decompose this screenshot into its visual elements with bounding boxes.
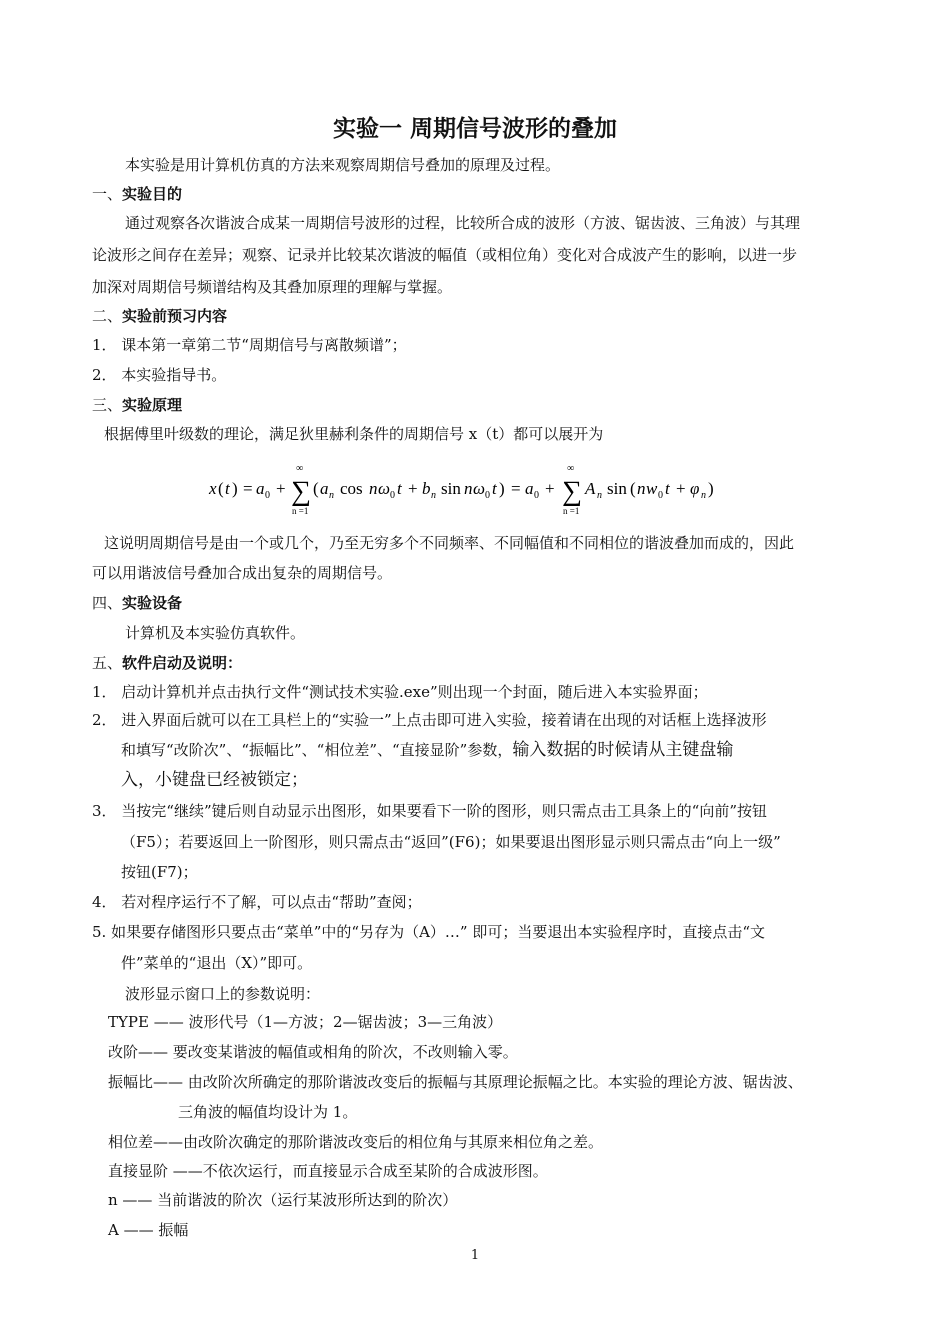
formula-eq: = (243, 479, 253, 498)
intro-text: 本实验是用计算机仿真的方法来观察周期信号叠加的原理及过程。 (125, 156, 561, 174)
list-item-continued (121, 740, 733, 760)
param-type: TYPE —— 波形代号（1—方波；2—锯齿波；3—三角波） (108, 1013, 503, 1031)
formula-n: n (464, 479, 473, 498)
formula-lp: ( (630, 479, 636, 498)
paragraph-line: 这说明周期信号是由一个或几个，乃至无穷多个不同频率、不同幅值和不同相位的谐波叠加而成的，因此 (104, 534, 795, 552)
formula-sub-n: n (597, 490, 602, 501)
param-n: n —— 当前谐波的阶次（运行某波形所达到的阶次） (108, 1191, 458, 1209)
page-title: 实验一 周期信号波形的叠加 (332, 116, 617, 142)
formula-lp: ( (218, 479, 224, 498)
list-item-continued: 件”菜单的“退出（X）”即可。 (121, 954, 313, 972)
formula-sub-n: n (329, 490, 334, 501)
list-item: 3． 当按完“继续”键后则自动显示出图形，如果要看下一阶的图形，则只需点击工具条上的“向前”按钮 (92, 802, 767, 820)
formula-sub0: 0 (485, 490, 490, 501)
param-phase-diff: 相位差——由改阶次确定的那阶谐波改变后的相位角与其原来相位角之差。 (108, 1133, 604, 1151)
formula-An: A (585, 479, 596, 498)
formula-sum-lower: n =1 (563, 506, 580, 516)
formula-rp: ) (232, 479, 238, 498)
paragraph-line: 通过观察各次谐波合成某一周期信号波形的过程，比较所合成的波形（方波、锯齿波、三角波）与其理 (125, 214, 801, 232)
list-item: 1． 启动计算机并点击执行文件“测试技术实验.exe”则出现一个封面，随后进入本实验界面； (92, 683, 708, 701)
list-text-emphasis: 输入数据的时候请从主键盘输 (512, 740, 734, 760)
list-item: 1． 课本第一章第二节“周期信号与离散频谱”； (92, 336, 407, 354)
formula-sub-n: n (431, 490, 436, 501)
formula-omega: ω (378, 479, 391, 498)
list-item-continued: 入，小键盘已经被锁定； (121, 770, 308, 790)
list-item: 4． 若对程序运行不了解，可以点击“帮助”查阅； (92, 893, 422, 911)
formula-n: n (637, 479, 646, 498)
formula-sin: sin (607, 479, 627, 498)
formula-sum-lower: n =1 (292, 506, 309, 516)
section-heading-principle (92, 395, 182, 415)
section-title: 实验原理 (122, 396, 183, 414)
formula-sub0: 0 (265, 490, 270, 501)
section-heading-purpose (92, 184, 182, 204)
section-heading-preview (92, 306, 227, 326)
formula-t: t (225, 479, 230, 498)
formula-an: a (320, 479, 329, 498)
formula-plus: + (676, 479, 686, 498)
formula-sigma: ∑ (562, 476, 582, 507)
formula-t: t (397, 479, 402, 498)
section-number: 五、 (92, 654, 123, 672)
formula-sum-upper: ∞ (296, 463, 304, 474)
param-amplitude-ratio: 振幅比—— 由改阶次所确定的那阶谐波改变后的振幅与其原理论振幅之比。本实验的理论方波、锯齿波、 (108, 1073, 803, 1091)
formula-x: x (209, 479, 217, 498)
formula-sin: sin (441, 479, 461, 498)
list-item: 2． 本实验指导书。 (92, 366, 227, 384)
param-A: A —— 振幅 (108, 1221, 189, 1239)
formula-lp: ( (313, 479, 319, 498)
section-number: 四、 (92, 594, 123, 612)
page-number: 1 (470, 1248, 480, 1263)
param-order: 改阶—— 要改变某谐波的幅值或相角的阶次，不改则输入零。 (108, 1043, 518, 1061)
section-heading-equipment (92, 593, 182, 613)
formula-cos: cos (340, 479, 363, 498)
formula-t: t (665, 479, 670, 498)
section-title: 实验设备 (122, 594, 183, 612)
section-title: 实验目的 (122, 185, 183, 203)
paragraph-line: 加深对周期信号频谱结构及其叠加原理的理解与掌握。 (92, 278, 453, 296)
formula-a0: a (256, 479, 265, 498)
formula-sub0: 0 (658, 490, 663, 501)
formula-t: t (492, 479, 497, 498)
paragraph-line: 论波形之间存在差异；观察、记录并比较某次谐波的幅值（或相位角）变化对合成波产生的影响，以进一步 (92, 246, 798, 264)
section-number: 三、 (92, 396, 123, 414)
paragraph-line: 可以用谐波信号叠加合成出复杂的周期信号。 (92, 564, 393, 582)
param-direct-order: 直接显阶 ——不依次运行，而直接显示合成至某阶的合成波形图。 (108, 1162, 548, 1180)
formula-eq: = (511, 479, 521, 498)
formula-n: n (369, 479, 378, 498)
formula-w: w (646, 479, 658, 498)
formula-sigma: ∑ (291, 476, 311, 507)
list-text: 和填写“改阶次”、“振幅比”、“相位差”、“直接显阶”参数， (121, 741, 513, 759)
formula-bn: b (422, 479, 431, 498)
list-item-continued: 按钮(F7)； (121, 863, 198, 881)
formula-rp: ) (499, 479, 505, 498)
paragraph-line: 计算机及本实验仿真软件。 (125, 624, 306, 642)
param-amplitude-ratio-cont: 三角波的幅值均设计为 1。 (178, 1103, 358, 1121)
formula-sub0: 0 (390, 490, 395, 501)
formula-rp: ) (708, 479, 714, 498)
formula-a0: a (525, 479, 534, 498)
formula-phi: φ (690, 479, 700, 498)
formula-sum-upper: ∞ (567, 463, 575, 474)
list-item: 5. 如果要存储图形只要点击“菜单”中的“另存为（A）…” 即可；当要退出本实验程序时，直接点击“文 (92, 923, 766, 941)
section-title: 软件启动及说明： (122, 654, 243, 672)
params-intro: 波形显示窗口上的参数说明： (125, 985, 321, 1003)
formula-sub0: 0 (534, 490, 539, 501)
section-number: 二、 (92, 307, 123, 325)
formula-omega: ω (473, 479, 486, 498)
fourier-series-formula (205, 462, 745, 522)
list-item-continued: （F5）；若要返回上一阶图形，则只需点击“返回”(F6)；如果要退出图形显示则只需点击“向上一级” (121, 833, 781, 851)
formula-sub-n: n (701, 490, 706, 501)
list-item: 2． 进入界面后就可以在工具栏上的“实验一”上点击即可进入实验，接着请在出现的对话框上选择波形 (92, 711, 767, 729)
section-heading-software (92, 653, 242, 673)
section-number: 一、 (92, 185, 123, 203)
formula-plus: + (545, 479, 555, 498)
formula-plus: + (408, 479, 418, 498)
formula-plus: + (276, 479, 286, 498)
paragraph-line: 根据傅里叶级数的理论，满足狄里赫利条件的周期信号 x（t）都可以展开为 (104, 425, 604, 443)
section-title: 实验前预习内容 (122, 307, 228, 325)
